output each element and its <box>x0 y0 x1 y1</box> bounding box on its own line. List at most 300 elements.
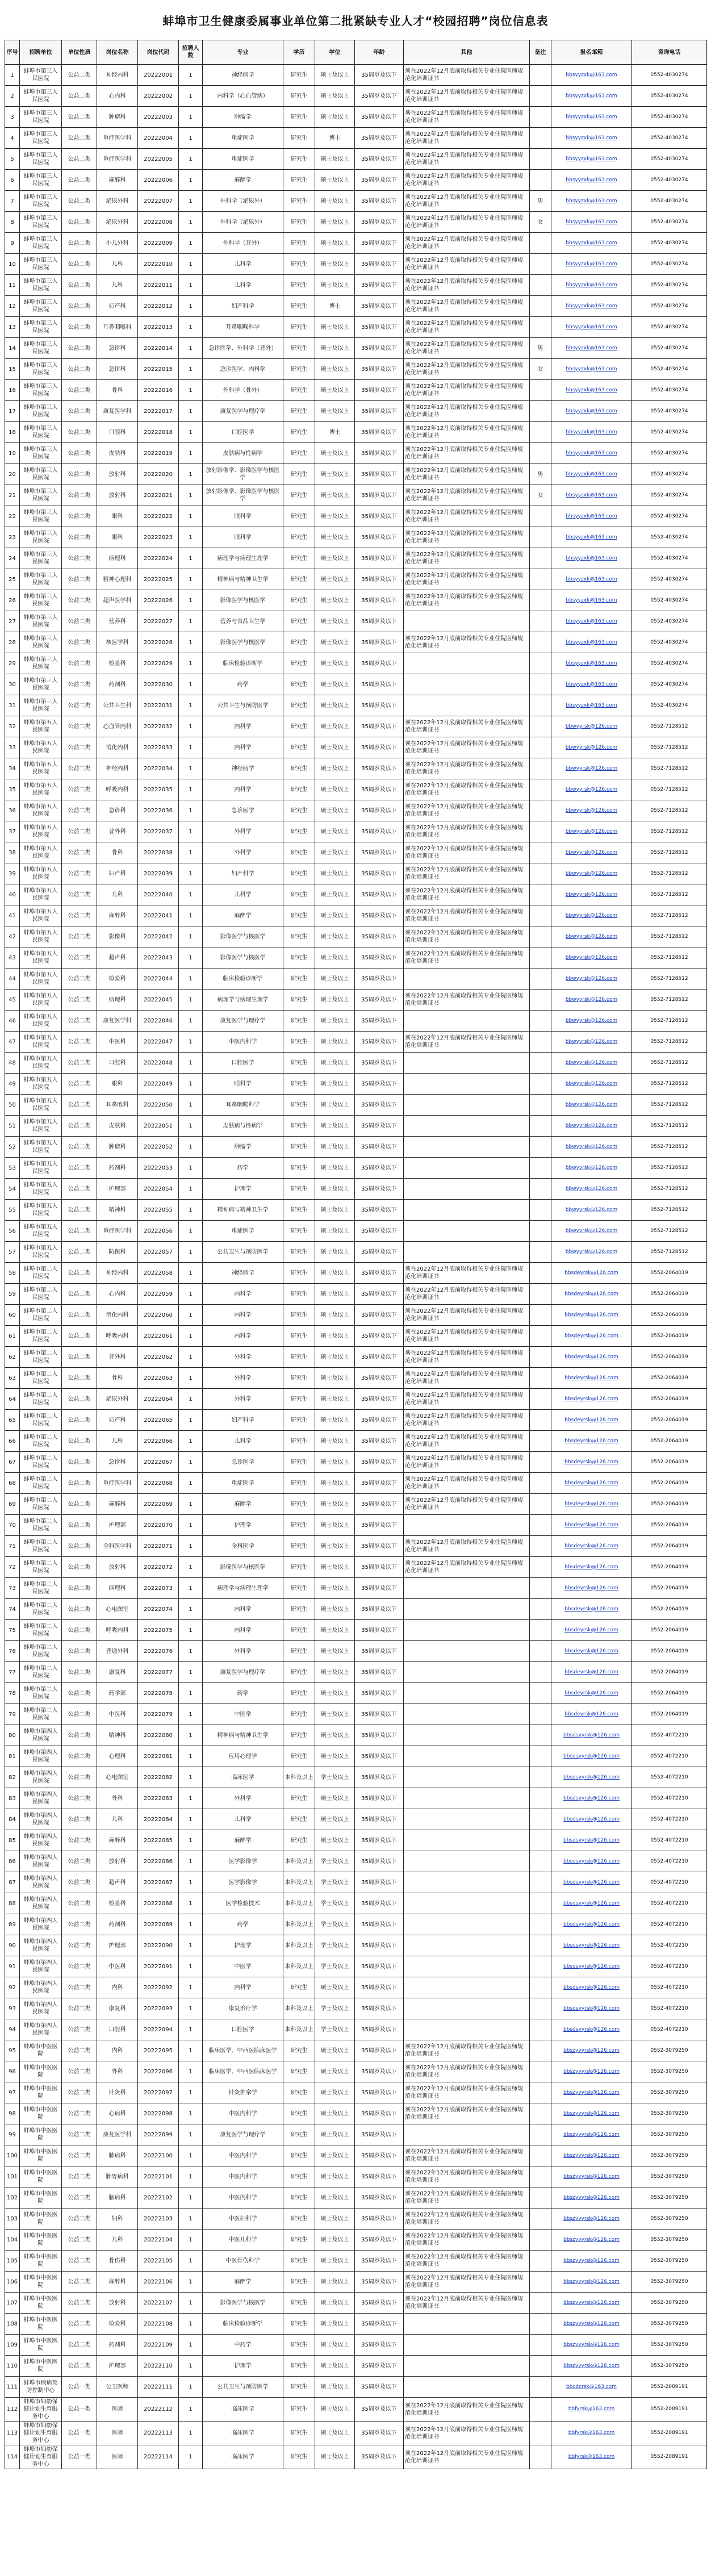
col-position-cell: 麻醉科 <box>97 2272 138 2293</box>
col-position-code-cell: 20222035 <box>138 779 179 800</box>
col-index-cell: 42 <box>5 926 20 947</box>
col-email-cell[interactable]: bbsyyzxk@163.com <box>551 170 632 191</box>
col-age-cell: 35周岁及以下 <box>355 1284 404 1305</box>
col-employer-cell: 蚌埠市第三人民医院 <box>20 275 62 296</box>
col-education-cell: 研究生 <box>283 2272 315 2293</box>
col-email-cell[interactable]: bbsdeyrsk@126.com <box>551 1326 632 1347</box>
col-email-cell[interactable]: bbszyyyrsk@126.com <box>551 2314 632 2335</box>
col-position-cell: 肺病科 <box>97 2145 138 2166</box>
col-index-cell: 19 <box>5 443 20 464</box>
col-email-cell[interactable]: bbsyyzxk@163.com <box>551 674 632 695</box>
col-email-cell[interactable]: bbszyyyrsk@126.com <box>551 2082 632 2103</box>
col-headcount-cell: 1 <box>179 1011 203 1032</box>
col-email-cell[interactable]: bbwyyrsk@126.com <box>551 758 632 779</box>
col-email-cell[interactable]: bbwyyrsk@126.com <box>551 863 632 884</box>
col-position-cell: 眼科 <box>97 527 138 548</box>
col-email-cell[interactable]: bbsyyzxk@163.com <box>551 359 632 380</box>
col-email-cell[interactable]: bbsdeyrsk@126.com <box>551 1452 632 1473</box>
col-degree-cell: 硕士及以上 <box>315 1704 355 1725</box>
col-email-cell[interactable]: bbsyyzxk@163.com <box>551 128 632 149</box>
col-unit-type-cell: 公益二类 <box>62 1431 97 1452</box>
col-index-cell: 83 <box>5 1788 20 1809</box>
col-unit-type-cell: 公益二类 <box>62 254 97 275</box>
col-employer-cell: 蚌埠市第四人民医院 <box>20 1809 62 1830</box>
col-email-cell[interactable]: bbwyyrsk@126.com <box>551 1074 632 1095</box>
col-email-cell[interactable]: bbwyyrsk@126.com <box>551 842 632 863</box>
col-education-cell: 研究生 <box>283 1305 315 1326</box>
col-index-cell: 110 <box>5 2356 20 2377</box>
col-position-code-cell: 20222038 <box>138 842 179 863</box>
col-email-cell[interactable]: bbwyyrsk@126.com <box>551 716 632 737</box>
col-employer-cell: 蚌埠市第四人民医院 <box>20 1746 62 1767</box>
col-employer-cell: 蚌埠市中医医院 <box>20 2124 62 2145</box>
col-email-cell[interactable]: bbsyyzxk@163.com <box>551 296 632 317</box>
col-email-cell[interactable]: bbsdeyrsk@126.com <box>551 1557 632 1578</box>
col-email-cell[interactable]: bbsdeyrsk@126.com <box>551 1284 632 1305</box>
col-index-cell: 79 <box>5 1704 20 1725</box>
col-other-cell: 须在2022年12月底前取得相关专业住院医师规范化培训证书 <box>404 2187 530 2208</box>
col-phone-cell: 0552-2064019 <box>632 1599 707 1620</box>
col-remarks-cell <box>530 86 551 107</box>
col-email-cell[interactable]: bbsyyzxk@163.com <box>551 632 632 653</box>
col-email-cell[interactable]: bbszyyyrsk@126.com <box>551 2166 632 2187</box>
col-index-cell: 102 <box>5 2187 20 2208</box>
col-phone-cell: 0552-4030274 <box>632 275 707 296</box>
col-email-cell[interactable]: bbwyyrsk@126.com <box>551 1137 632 1158</box>
col-employer-cell: 蚌埠市第五人民医院 <box>20 1242 62 1263</box>
col-email-cell[interactable]: bbsdeyrsk@126.com <box>551 1347 632 1368</box>
col-position-code-cell: 20222055 <box>138 1200 179 1221</box>
col-employer-cell: 蚌埠市第二人民医院 <box>20 1662 62 1683</box>
col-age-cell: 35周岁及以下 <box>355 2103 404 2124</box>
col-education-cell: 研究生 <box>283 128 315 149</box>
col-employer-cell: 蚌埠市中医医院 <box>20 2187 62 2208</box>
col-email-cell[interactable]: bbsdeyrsk@126.com <box>551 1410 632 1431</box>
table-row <box>5 1977 707 1998</box>
col-email-cell[interactable]: bbfyrsk@163.com <box>551 2398 632 2421</box>
table-row <box>5 1851 707 1872</box>
col-email-cell[interactable]: bbszyyyrsk@126.com <box>551 2145 632 2166</box>
col-other-cell: 须在2022年12月底前取得相关专业住院医师规范化培训证书 <box>404 1305 530 1326</box>
col-index-cell: 30 <box>5 674 20 695</box>
col-major-cell: 影像医学与核医学 <box>203 632 283 653</box>
table-row <box>5 443 707 464</box>
col-other-cell: 须在2022年12月底前取得相关专业住院医师规范化培训证书 <box>404 149 530 170</box>
col-education-cell: 研究生 <box>283 863 315 884</box>
col-position-cell: 康复医学科 <box>97 1011 138 1032</box>
col-major-cell: 临床医学 <box>203 1767 283 1788</box>
col-email-cell[interactable]: bbsdeyrsk@126.com <box>551 1662 632 1683</box>
col-phone-cell: 0552-7128512 <box>632 842 707 863</box>
col-education-cell: 研究生 <box>283 1095 315 1116</box>
col-unit-type-cell: 公益二类 <box>62 1347 97 1368</box>
col-email-cell[interactable]: bbszyyyrsk@126.com <box>551 2335 632 2356</box>
col-position-cell: 防保科 <box>97 1242 138 1263</box>
col-phone-cell: 0552-4030274 <box>632 296 707 317</box>
col-position-cell: 骨科 <box>97 1368 138 1389</box>
col-major-cell: 外科学 <box>203 1641 283 1662</box>
col-email-cell[interactable]: bbsdsyyrsk@126.com <box>551 1935 632 1956</box>
col-headcount-cell: 1 <box>179 990 203 1011</box>
col-remarks-cell: 女 <box>530 212 551 233</box>
col-position-code-cell: 20222077 <box>138 1662 179 1683</box>
table-row <box>5 464 707 485</box>
col-index-cell: 106 <box>5 2272 20 2293</box>
col-email-cell[interactable]: bbsdsyyrsk@126.com <box>551 1809 632 1830</box>
col-email-cell[interactable]: bbsdeyrsk@126.com <box>551 1536 632 1557</box>
table-body <box>5 65 707 2469</box>
table-row <box>5 485 707 506</box>
col-email-cell[interactable]: bbsdeyrsk@126.com <box>551 1704 632 1725</box>
col-email-cell[interactable]: bbsyyzxk@163.com <box>551 86 632 107</box>
col-unit-type-cell: 公益二类 <box>62 149 97 170</box>
col-other-cell: 须在2022年12月底前取得相关专业住院医师规范化培训证书 <box>404 338 530 359</box>
col-email-cell[interactable]: bbszyyyrsk@126.com <box>551 2230 632 2251</box>
col-degree-cell: 学士及以上 <box>315 1914 355 1935</box>
col-email-cell[interactable]: bbsyyzxk@163.com <box>551 590 632 611</box>
col-email-cell[interactable]: bbszyyyrsk@126.com <box>551 2040 632 2061</box>
col-email-cell[interactable]: bbcdcrsk@163.com <box>551 2377 632 2398</box>
col-index-cell: 85 <box>5 1830 20 1851</box>
col-phone-cell: 0552-3079250 <box>632 2230 707 2251</box>
col-email-cell[interactable]: bbwyyrsk@126.com <box>551 968 632 990</box>
col-email-cell[interactable]: bbwyyrsk@126.com <box>551 1221 632 1242</box>
col-email-cell[interactable]: bbszyyyrsk@126.com <box>551 2124 632 2145</box>
col-education-cell: 研究生 <box>283 1326 315 1347</box>
col-email-cell[interactable]: bbwyyrsk@126.com <box>551 926 632 947</box>
col-employer-cell: 蚌埠市第三人民医院 <box>20 485 62 506</box>
col-email-cell[interactable]: bbsdsyyrsk@126.com <box>551 1998 632 2019</box>
table-row <box>5 65 707 86</box>
col-email-cell[interactable]: bbwyyrsk@126.com <box>551 1095 632 1116</box>
col-email-cell[interactable]: bbwyyrsk@126.com <box>551 737 632 758</box>
col-email-cell[interactable]: bbsdeyrsk@126.com <box>551 1641 632 1662</box>
col-degree-cell: 硕士及以上 <box>315 380 355 401</box>
col-employer-cell: 蚌埠市第五人民医院 <box>20 779 62 800</box>
col-headcount-cell: 1 <box>179 1935 203 1956</box>
col-employer-cell: 蚌埠市第三人民医院 <box>20 86 62 107</box>
col-index-cell: 61 <box>5 1326 20 1347</box>
col-email-cell[interactable]: bbwyyrsk@126.com <box>551 1053 632 1074</box>
col-email-cell[interactable]: bbsyyzxk@163.com <box>551 569 632 590</box>
col-other-cell: 须在2022年12月底前取得相关专业住院医师规范化培训证书 <box>404 1410 530 1431</box>
col-email-cell[interactable]: bbsyyzxk@163.com <box>551 317 632 338</box>
col-email-cell[interactable]: bbsyyzxk@163.com <box>551 380 632 401</box>
col-email-cell[interactable]: bbsyyzxk@163.com <box>551 338 632 359</box>
col-email-cell[interactable]: bbsyyzxk@163.com <box>551 401 632 422</box>
col-other-cell: 须在2022年12月底前取得相关专业住院医师规范化培训证书 <box>404 107 530 128</box>
col-index-cell: 54 <box>5 1179 20 1200</box>
col-education-cell: 研究生 <box>283 1746 315 1767</box>
col-employer-cell: 蚌埠市中医医院 <box>20 2314 62 2335</box>
col-email-cell[interactable]: bbsyyzxk@163.com <box>551 485 632 506</box>
col-email-cell[interactable]: bbszyyyrsk@126.com <box>551 2251 632 2272</box>
col-age-cell: 35周岁及以下 <box>355 401 404 422</box>
col-remarks-cell: 女 <box>530 485 551 506</box>
col-email-cell[interactable]: bbsdsyyrsk@126.com <box>551 1977 632 1998</box>
col-email-cell[interactable]: bbwyyrsk@126.com <box>551 990 632 1011</box>
table-row <box>5 2272 707 2293</box>
col-headcount-cell: 1 <box>179 695 203 716</box>
col-other-cell: 须在2022年12月底前取得相关专业住院医师规范化培训证书 <box>404 569 530 590</box>
col-degree-cell: 学士及以上 <box>315 1767 355 1788</box>
col-index-cell: 57 <box>5 1242 20 1263</box>
col-remarks-cell <box>530 2293 551 2314</box>
col-position-code-cell: 20222058 <box>138 1263 179 1284</box>
table-row <box>5 2187 707 2208</box>
col-phone-cell: 0552-2064019 <box>632 1578 707 1599</box>
col-degree-cell: 学士及以上 <box>315 1893 355 1914</box>
col-position-cell: 泌尿外科 <box>97 191 138 212</box>
col-degree-cell: 硕士及以上 <box>315 1221 355 1242</box>
col-email-cell[interactable]: bbsyyzxk@163.com <box>551 527 632 548</box>
col-degree-cell: 硕士及以上 <box>315 1032 355 1053</box>
col-email-cell[interactable]: bbsyyzxk@163.com <box>551 254 632 275</box>
col-email-cell[interactable]: bbsyyzxk@163.com <box>551 506 632 527</box>
table-row <box>5 2082 707 2103</box>
col-email-cell[interactable]: bbsdsyyrsk@126.com <box>551 1851 632 1872</box>
col-remarks-cell <box>530 1473 551 1494</box>
col-headcount-cell: 1 <box>179 1683 203 1704</box>
col-position-code-cell: 20222071 <box>138 1536 179 1557</box>
col-education-cell: 研究生 <box>283 737 315 758</box>
col-degree-cell: 硕士及以上 <box>315 170 355 191</box>
col-email-cell[interactable]: bbsdeyrsk@126.com <box>551 1389 632 1410</box>
col-position-cell: 儿科 <box>97 1431 138 1452</box>
col-email-cell[interactable]: bbszyyyrsk@126.com <box>551 2061 632 2082</box>
col-major-cell: 急诊医学 <box>203 1452 283 1473</box>
col-position-cell: 心内科 <box>97 1284 138 1305</box>
col-email-cell[interactable]: bbszyyyrsk@126.com <box>551 2356 632 2377</box>
col-email-cell[interactable]: bbwyyrsk@126.com <box>551 947 632 968</box>
col-education-cell: 研究生 <box>283 1221 315 1242</box>
col-other-cell <box>404 968 530 990</box>
col-position-cell: 放射科 <box>97 485 138 506</box>
col-email-cell[interactable]: bbsdeyrsk@126.com <box>551 1599 632 1620</box>
col-education-cell: 研究生 <box>283 2061 315 2082</box>
col-email-cell[interactable]: bbsyyzxk@163.com <box>551 464 632 485</box>
col-email-cell[interactable]: bbsdsyyrsk@126.com <box>551 1914 632 1935</box>
col-email-cell[interactable]: bbwyyrsk@126.com <box>551 779 632 800</box>
col-email-cell[interactable]: bbsyyzxk@163.com <box>551 191 632 212</box>
col-email-cell[interactable]: bbsdsyyrsk@126.com <box>551 1872 632 1893</box>
col-major-cell: 药学 <box>203 1683 283 1704</box>
col-headcount-cell: 1 <box>179 1578 203 1599</box>
col-email-cell[interactable]: bbsdsyyrsk@126.com <box>551 1767 632 1788</box>
col-email-cell[interactable]: bbsyyzxk@163.com <box>551 443 632 464</box>
col-email-cell[interactable]: bbfyrsk@163.com <box>551 2421 632 2445</box>
col-email-cell[interactable]: bbsdeyrsk@126.com <box>551 1683 632 1704</box>
col-phone-cell: 0552-4030274 <box>632 548 707 569</box>
col-email-cell[interactable]: bbsyyzxk@163.com <box>551 107 632 128</box>
col-employer-cell: 蚌埠市第二人民医院 <box>20 1494 62 1515</box>
col-remarks-cell <box>530 1914 551 1935</box>
col-headcount-cell: 1 <box>179 170 203 191</box>
col-major-cell: 中医骨伤科学 <box>203 2251 283 2272</box>
col-email-cell[interactable]: bbsyyzxk@163.com <box>551 653 632 674</box>
col-email-cell[interactable]: bbsdsyyrsk@126.com <box>551 1830 632 1851</box>
col-major-cell: 影像医学与核医学 <box>203 2293 283 2314</box>
col-email-cell[interactable]: bbszyyyrsk@126.com <box>551 2208 632 2230</box>
col-email-cell[interactable]: bbsdeyrsk@126.com <box>551 1473 632 1494</box>
col-phone-cell: 0552-2064019 <box>632 1662 707 1683</box>
col-email-cell[interactable]: bbsyyzxk@163.com <box>551 212 632 233</box>
col-remarks-cell <box>530 1809 551 1830</box>
col-phone-cell: 0552-4072210 <box>632 1935 707 1956</box>
col-degree-cell: 硕士及以上 <box>315 990 355 1011</box>
col-email-cell[interactable]: bbwyyrsk@126.com <box>551 800 632 821</box>
col-age-cell: 35周岁及以下 <box>355 191 404 212</box>
col-index-cell: 3 <box>5 107 20 128</box>
col-email-cell[interactable]: bbsdeyrsk@126.com <box>551 1494 632 1515</box>
col-headcount-cell: 1 <box>179 800 203 821</box>
col-email-cell[interactable]: bbsyyzxk@163.com <box>551 233 632 254</box>
col-email-cell[interactable]: bbsdsyyrsk@126.com <box>551 1746 632 1767</box>
col-email-cell[interactable]: bbszyyyrsk@126.com <box>551 2293 632 2314</box>
col-position-cell: 小儿外科 <box>97 233 138 254</box>
col-headcount-cell: 1 <box>179 884 203 905</box>
col-unit-type-cell: 公益二类 <box>62 1725 97 1746</box>
col-unit-type-cell: 公益二类 <box>62 65 97 86</box>
table-row <box>5 1620 707 1641</box>
col-position-cell: 放射科 <box>97 2293 138 2314</box>
col-education-cell: 研究生 <box>283 1578 315 1599</box>
col-email-cell[interactable]: bbsyyzxk@163.com <box>551 611 632 632</box>
col-index-cell: 63 <box>5 1368 20 1389</box>
col-age-cell: 35周岁及以下 <box>355 842 404 863</box>
col-email-cell[interactable]: bbsyyzxk@163.com <box>551 695 632 716</box>
col-email-cell[interactable]: bbszyyyrsk@126.com <box>551 2103 632 2124</box>
col-degree-cell: 学士及以上 <box>315 2019 355 2040</box>
col-email-cell[interactable]: bbfyrsk@163.com <box>551 2445 632 2469</box>
col-other-cell <box>404 1074 530 1095</box>
col-unit-type-cell: 公益二类 <box>62 716 97 737</box>
col-index-cell: 84 <box>5 1809 20 1830</box>
col-email-cell[interactable]: bbsdsyyrsk@126.com <box>551 1956 632 1977</box>
col-email-cell[interactable]: bbwyyrsk@126.com <box>551 884 632 905</box>
col-employer-cell: 蚌埠市中医医院 <box>20 2166 62 2187</box>
col-phone-cell: 0552-2064019 <box>632 1557 707 1578</box>
col-age-cell: 35周岁及以下 <box>355 2356 404 2377</box>
col-position-cell: 麻醉科 <box>97 1494 138 1515</box>
col-unit-type-cell: 公益二类 <box>62 695 97 716</box>
col-phone-cell: 0552-2064019 <box>632 1368 707 1389</box>
table-row <box>5 947 707 968</box>
col-email-cell[interactable]: bbwyyrsk@126.com <box>551 1011 632 1032</box>
col-index-cell: 86 <box>5 1851 20 1872</box>
col-age-cell: 35周岁及以下 <box>355 1137 404 1158</box>
col-other-cell: 须在2022年12月底前取得相关专业住院医师规范化培训证书 <box>404 2445 530 2469</box>
col-position-cell: 检验科 <box>97 1893 138 1914</box>
col-email-cell[interactable]: bbsdeyrsk@126.com <box>551 1368 632 1389</box>
col-email-cell[interactable]: bbsyyzxk@163.com <box>551 149 632 170</box>
col-email-cell[interactable]: bbsdsyyrsk@126.com <box>551 1893 632 1914</box>
col-phone-cell: 0552-4030274 <box>632 422 707 443</box>
table-row <box>5 422 707 443</box>
col-email-cell[interactable]: bbsdeyrsk@126.com <box>551 1515 632 1536</box>
col-phone-cell: 0552-7128512 <box>632 1116 707 1137</box>
col-position-code-cell: 20222104 <box>138 2230 179 2251</box>
col-degree-cell: 硕士及以上 <box>315 1284 355 1305</box>
col-position-cell: 妇产科 <box>97 296 138 317</box>
col-remarks-cell <box>530 275 551 296</box>
col-remarks-cell <box>530 2445 551 2469</box>
col-email-cell[interactable]: bbwyyrsk@126.com <box>551 1032 632 1053</box>
col-unit-type-cell: 公益二类 <box>62 1263 97 1284</box>
col-email-cell[interactable]: bbsdsyyrsk@126.com <box>551 1788 632 1809</box>
col-position-code-cell: 20222027 <box>138 611 179 632</box>
col-unit-type-cell: 公益二类 <box>62 1221 97 1242</box>
col-education-cell: 研究生 <box>283 1179 315 1200</box>
col-email-cell[interactable]: bbwyyrsk@126.com <box>551 1242 632 1263</box>
col-degree-cell: 硕士及以上 <box>315 338 355 359</box>
col-position-code-cell: 20222087 <box>138 1872 179 1893</box>
col-email-cell[interactable]: bbsyyzxk@163.com <box>551 422 632 443</box>
col-major-cell: 妇产科学 <box>203 863 283 884</box>
col-position-cell: 检验科 <box>97 653 138 674</box>
col-index-cell: 111 <box>5 2377 20 2398</box>
col-email-cell[interactable]: bbsdeyrsk@126.com <box>551 1578 632 1599</box>
col-email-cell[interactable]: bbwyyrsk@126.com <box>551 1179 632 1200</box>
col-degree-cell: 硕士及以上 <box>315 947 355 968</box>
col-phone-cell: 0552-7128512 <box>632 947 707 968</box>
table-row <box>5 1410 707 1431</box>
col-email-cell[interactable]: bbwyyrsk@126.com <box>551 1158 632 1179</box>
col-other-cell <box>404 1620 530 1641</box>
col-index-cell: 53 <box>5 1158 20 1179</box>
col-position-code-cell: 20222100 <box>138 2145 179 2166</box>
col-email-cell[interactable]: bbsdeyrsk@126.com <box>551 1305 632 1326</box>
col-email-cell[interactable]: bbszyyyrsk@126.com <box>551 2187 632 2208</box>
col-email-cell[interactable]: bbsyyzxk@163.com <box>551 275 632 296</box>
col-email-cell[interactable]: bbsyyzxk@163.com <box>551 65 632 86</box>
col-education-cell: 研究生 <box>283 1809 315 1830</box>
col-age-cell: 35周岁及以下 <box>355 1683 404 1704</box>
col-degree-cell: 硕士及以上 <box>315 1410 355 1431</box>
col-index-cell: 99 <box>5 2124 20 2145</box>
col-email-cell[interactable]: bbsdeyrsk@126.com <box>551 1431 632 1452</box>
col-email-cell[interactable]: bbwyyrsk@126.com <box>551 821 632 842</box>
col-email-cell[interactable]: bbwyyrsk@126.com <box>551 1200 632 1221</box>
col-major-cell: 妇产科学 <box>203 1410 283 1431</box>
col-email-cell[interactable]: bbwyyrsk@126.com <box>551 905 632 926</box>
col-major-cell: 影像医学与核医学 <box>203 926 283 947</box>
col-email-cell[interactable]: bbszyyyrsk@126.com <box>551 2272 632 2293</box>
col-index-cell: 64 <box>5 1389 20 1410</box>
col-email-cell[interactable]: bbsdeyrsk@126.com <box>551 1263 632 1284</box>
col-age-cell: 35周岁及以下 <box>355 107 404 128</box>
col-email-cell[interactable]: bbsyyzxk@163.com <box>551 548 632 569</box>
col-position-code-header: 岗位代码 <box>138 40 179 65</box>
col-index-cell: 51 <box>5 1116 20 1137</box>
col-other-cell: 须在2022年12月底前取得相关专业住院医师规范化培训证书 <box>404 758 530 779</box>
col-degree-cell: 硕士及以上 <box>315 1242 355 1263</box>
col-email-cell[interactable]: bbsdsyyrsk@126.com <box>551 2019 632 2040</box>
col-email-cell[interactable]: bbsdeyrsk@126.com <box>551 1620 632 1641</box>
col-employer-cell: 蚌埠市中医医院 <box>20 2208 62 2230</box>
col-education-cell: 研究生 <box>283 653 315 674</box>
col-position-code-cell: 20222034 <box>138 758 179 779</box>
col-email-cell[interactable]: bbwyyrsk@126.com <box>551 1116 632 1137</box>
col-degree-cell: 硕士及以上 <box>315 1200 355 1221</box>
col-employer-cell: 蚌埠市第三人民医院 <box>20 506 62 527</box>
col-email-header: 报名邮箱 <box>551 40 632 65</box>
col-index-cell: 62 <box>5 1347 20 1368</box>
col-email-cell[interactable]: bbsdsyyrsk@126.com <box>551 1725 632 1746</box>
col-degree-cell: 硕士及以上 <box>315 401 355 422</box>
col-major-cell: 临床医学、中西医临床医学 <box>203 2040 283 2061</box>
col-headcount-cell: 1 <box>179 1158 203 1179</box>
